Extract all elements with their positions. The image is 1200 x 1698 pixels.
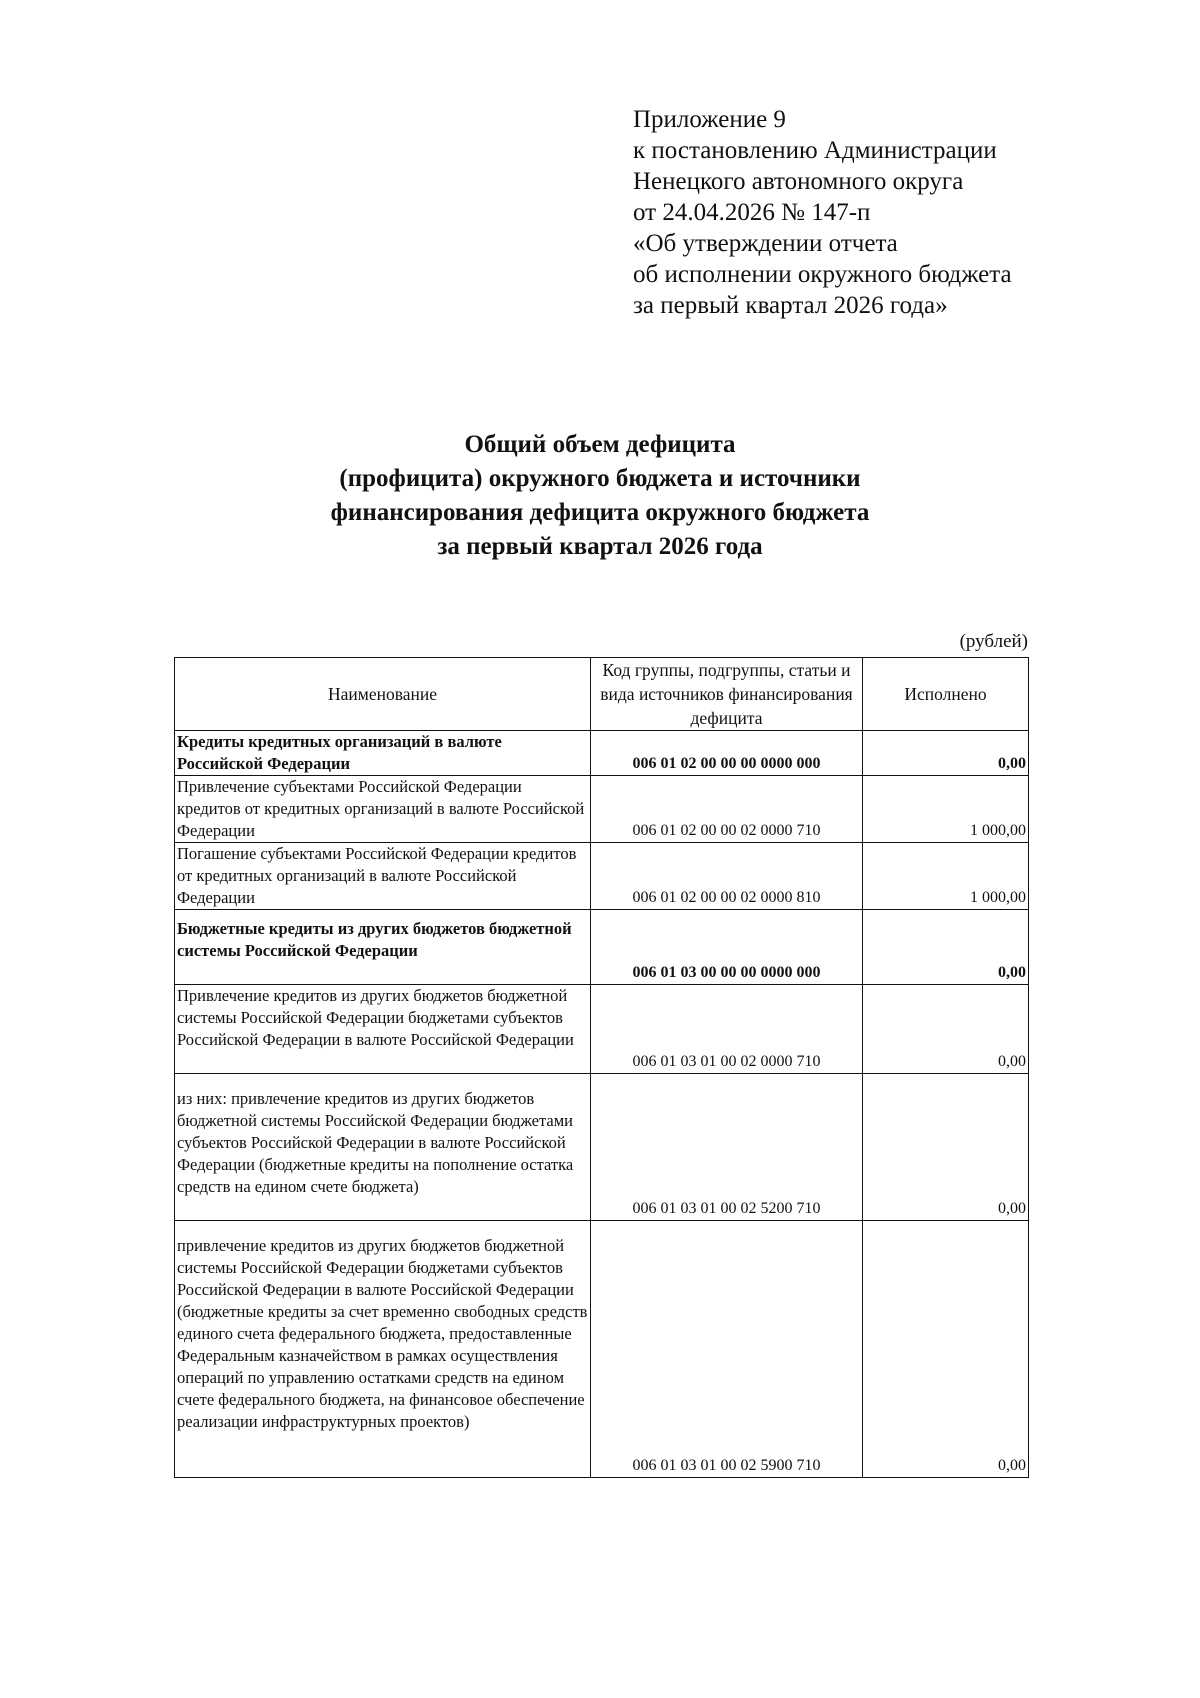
table-row bbox=[175, 1074, 1029, 1221]
row-value: 1 000,00 bbox=[863, 776, 1029, 843]
row-name: Кредиты кредитных организаций в валюте Российской Федерации bbox=[175, 731, 591, 776]
table-row bbox=[175, 843, 1029, 910]
table-row bbox=[175, 776, 1029, 843]
row-code: 006 01 03 01 00 02 5900 710 bbox=[591, 1221, 863, 1478]
header-code: Код группы, подгруппы, статьи и вида источников финансирования дефицита bbox=[591, 658, 863, 731]
annex-line: «Об утверждении отчета bbox=[633, 230, 898, 257]
annex-line: об исполнении окружного бюджета bbox=[633, 261, 1012, 288]
annex-line: Ненецкого автономного округа bbox=[633, 168, 964, 195]
row-code: 006 01 03 01 00 02 0000 710 bbox=[591, 985, 863, 1074]
table-header-row bbox=[175, 658, 1029, 731]
row-code: 006 01 02 00 00 02 0000 710 bbox=[591, 776, 863, 843]
row-code: 006 01 03 01 00 02 5200 710 bbox=[591, 1074, 863, 1221]
row-name: Привлечение субъектами Российской Федерации кредитов от кредитных организаций в валюте Российской Федерации bbox=[175, 776, 591, 843]
row-value: 0,00 bbox=[863, 985, 1029, 1074]
row-code: 006 01 03 00 00 00 0000 000 bbox=[591, 910, 863, 985]
row-name: Бюджетные кредиты из других бюджетов бюджетной системы Российской Федерации bbox=[175, 910, 591, 985]
table-row bbox=[175, 731, 1029, 776]
document-title bbox=[0, 428, 1200, 564]
annex-line: к постановлению Администрации bbox=[633, 137, 997, 164]
row-name: Привлечение кредитов из других бюджетов бюджетной системы Российской Федерации бюджетами субъектов Российской Федерации в валюте Российской Федерации bbox=[175, 985, 591, 1074]
title-line: Общий объем дефицита bbox=[464, 431, 736, 458]
annex-line: Приложение 9 bbox=[633, 106, 786, 133]
units-label: (рублей) bbox=[959, 631, 1028, 652]
table-row bbox=[175, 985, 1029, 1074]
header-value: Исполнено bbox=[863, 658, 1029, 731]
row-value: 0,00 bbox=[863, 731, 1029, 776]
annex-line: от 24.04.2026 № 147-п bbox=[633, 199, 871, 226]
table-row bbox=[175, 1221, 1029, 1478]
table-row bbox=[175, 910, 1029, 985]
annex-block bbox=[633, 104, 1153, 321]
row-value: 0,00 bbox=[863, 1074, 1029, 1221]
financing-sources-table bbox=[174, 657, 1029, 1478]
row-code: 006 01 02 00 00 02 0000 810 bbox=[591, 843, 863, 910]
header-name: Наименование bbox=[175, 658, 591, 731]
annex-line: за первый квартал 2026 года» bbox=[633, 292, 948, 319]
row-value: 0,00 bbox=[863, 1221, 1029, 1478]
title-line: за первый квартал 2026 года bbox=[437, 533, 763, 560]
row-name: из них: привлечение кредитов из других бюджетов бюджетной системы Российской Федерации бюджетами субъектов Российской Федерации в валюте Российской Федерации (бюджетные кредиты на пополнение остатка средств на едином счете бюджета) bbox=[175, 1074, 591, 1221]
row-name: привлечение кредитов из других бюджетов бюджетной системы Российской Федерации бюджетами субъектов Российской Федерации в валюте Российской Федерации (бюджетные кредиты за счет временно свободных средств единого счета федерального бюджета, предоставленные Федеральным казначейством в рамках осуществления операций по управлению остатками средств на едином счете федерального бюджета, на финансовое обеспечение реализации инфраструктурных проектов) bbox=[175, 1221, 591, 1478]
row-code: 006 01 02 00 00 00 0000 000 bbox=[591, 731, 863, 776]
row-value: 0,00 bbox=[863, 910, 1029, 985]
row-name: Погашение субъектами Российской Федерации кредитов от кредитных организаций в валюте Российской Федерации bbox=[175, 843, 591, 910]
row-value: 1 000,00 bbox=[863, 843, 1029, 910]
title-line: финансирования дефицита окружного бюджета bbox=[330, 499, 870, 526]
title-line: (профицита) окружного бюджета и источники bbox=[339, 465, 861, 492]
